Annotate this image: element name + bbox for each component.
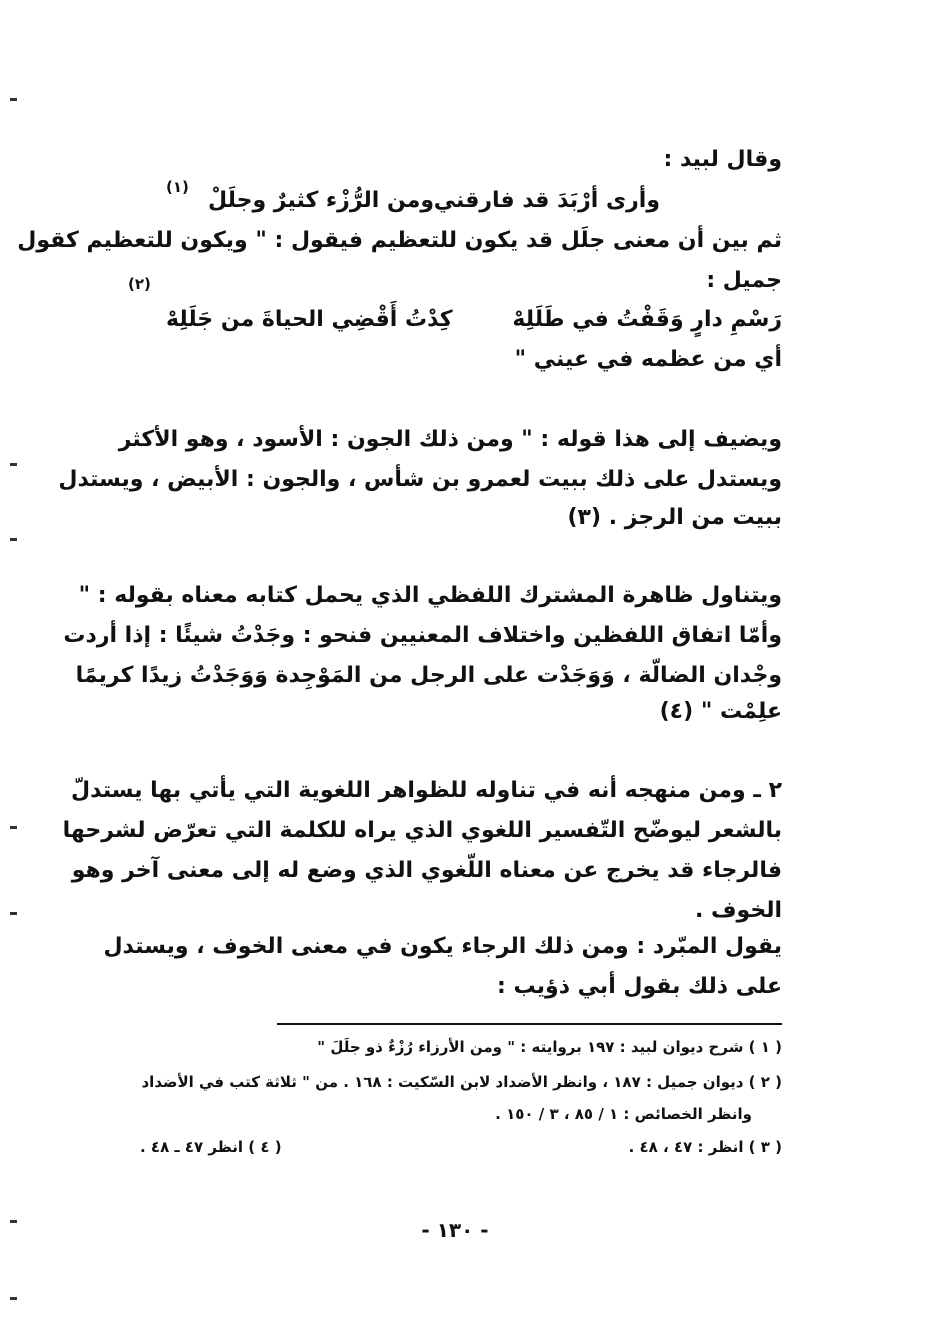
margin-mark [10,1220,17,1223]
margin-mark [10,538,17,541]
text-line: فالرجاء قد يخرج عن معناه اللّغوي الذي وضع له إلى معنى آخر وهو [71,858,782,883]
margin-mark [10,912,17,915]
verse-left-hemistich: ومن الرُّزْء كثيرٌ وجلَلْ [208,188,435,213]
margin-mark [10,463,17,466]
text-line: على ذلك بقول أبي ذؤيب : [497,974,782,999]
verse-left-hemistich: كِدْتُ أَقْضِي الحياةَ من جَلَلِهْ [166,307,453,332]
footnote: ( ٤ ) انظر ٤٧ ـ ٤٨ . [140,1138,282,1156]
text-line: ببيت من الرجز . (٣) [567,505,782,530]
footnote: ( ١ ) شرح ديوان لبيد : ١٩٧ بروايته : " ومن الأرزاء رُزْءٌ ذو جلَلَ " [317,1038,782,1056]
footnote: ( ٢ ) ديوان جميل : ١٨٧ ، وانظر الأضداد لابن السّكيت : ١٦٨ . من " ثلاثة كتب في الأضداد [141,1073,782,1091]
verse-right-hemistich: وأرى أرْبَدَ قد فارقني [433,188,660,213]
text-line: الخوف . [694,898,782,923]
text-line: وقال لبيد : [663,147,782,172]
text-line: ويضيف إلى هذا قوله : " ومن ذلك الجون : الأسود ، وهو الأكثر [118,427,782,452]
text-line: جميل : [706,268,782,293]
text-line: وأمّا اتفاق اللفظين واختلاف المعنيين فنحو : وجَدْتُ شيئًا : إذا أردت [63,623,782,648]
page-number: - ١٣٠ - [421,1218,489,1242]
footnote-separator [277,1023,782,1025]
footnote: وانظر الخصائص : ١ / ٨٥ ، ٣ / ١٥٠ . [495,1105,752,1123]
text-line: ويتناول ظاهرة المشترك اللفظي الذي يحمل كتابه معناه بقوله : " [78,583,782,608]
text-line: علِمْت " (٤) [659,699,782,724]
margin-mark [10,98,17,101]
text-line: يقول المبّرد : ومن ذلك الرجاء يكون في معنى الخوف ، ويستدل [103,934,782,959]
text-line: ٢ ـ ومن منهجه أنه في تناوله للظواهر اللغوية التي يأتي بها يستدلّ [71,778,782,803]
footnote-marker: (١) [166,178,189,196]
footnote: ( ٣ ) انظر : ٤٧ ، ٤٨ . [628,1138,782,1156]
margin-mark [10,1297,17,1300]
text-line: ثم بين أن معنى جلَل قد يكون للتعظيم فيقول : " ويكون للتعظيم كقول [17,228,782,253]
footnote-marker: (٢) [128,275,151,293]
text-line: وجْدان الضالّة ، وَوَجَدْت على الرجل من المَوْجِدة وَوَجَدْتُ زيدًا كريمًا [75,663,782,688]
text-line: أي من عظمه في عيني " [514,347,782,372]
verse-right-hemistich: رَسْمِ دارٍ وَقَفْتُ في طَلَلِهْ [512,307,782,332]
text-line: ويستدل على ذلك ببيت لعمرو بن شأس ، والجون : الأبيض ، ويستدل [58,467,782,492]
text-line: بالشعر ليوضّح التّفسير اللغوي الذي يراه للكلمة التي تعرّض لشرحها [62,818,782,843]
margin-mark [10,826,17,829]
